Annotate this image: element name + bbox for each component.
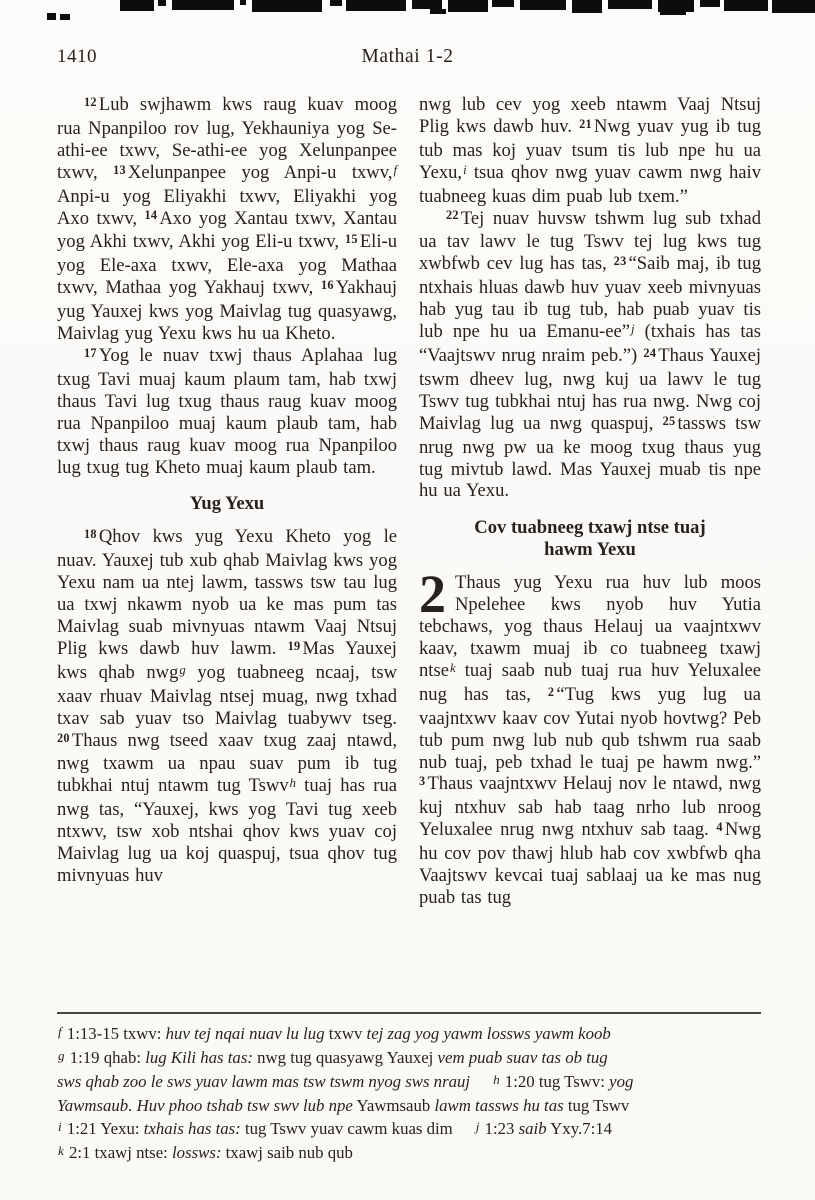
verse-number: 4	[716, 820, 723, 835]
italic-text: huv tej nqai nuav lu lug	[165, 1024, 325, 1043]
body-text: txwv	[324, 1024, 367, 1043]
verse-number: 17	[84, 345, 97, 360]
body-text: Axo yog Xantau txwv, Xantau yog Akhi txwv, Akhi yog Eli-u txwv,	[57, 207, 397, 253]
verse-number: 18	[84, 527, 97, 542]
footnote-line	[57, 1070, 761, 1094]
text-column-left	[57, 94, 397, 887]
italic-text: sws qhab zoo le sws yuav lawm mas tsw tswm nyog sws nrauj	[57, 1072, 471, 1091]
verse-number: 13	[113, 162, 126, 177]
verse-number: 15	[344, 232, 358, 247]
body-text: 1:19 qhab:	[65, 1048, 146, 1067]
chapter-number: 2	[419, 564, 446, 625]
body-text: Yakhauj yug Yauxej kws yog Maivlag tug quasyawg, Maivlag yug Yexu kws hu ua Kheto.	[57, 277, 397, 345]
body-text: tsua qhov nwg yuav cawm nwg haiv tuabneeg kuas dim puab lub txem.”	[419, 161, 761, 207]
verse-number: 3	[419, 774, 426, 789]
body-text: Thaus Yauxej tswm dheev lug, nwg kuj ua lawv le tug Tswv tug tubkhai ntuj has rua nwg. Nwg coj Maivlag lug ua nwg quaspuj,	[419, 344, 761, 434]
body-text: tuaj has rua nwg tas, “Yauxej, kws yog Tavi tug xeeb ntxwv, tsw xob ntshai qhov kws yuav coj Maivlag lug ua koj quaspuj, tsua qhov tug mivnyuas huv	[57, 775, 397, 886]
body-text: 1:23	[480, 1119, 519, 1138]
verse-number: 22	[446, 208, 459, 223]
body-text: tug Tswv	[563, 1096, 630, 1115]
body-text: tuaj saab nub tuaj rua huv Yeluxalee nug has tas,	[419, 659, 761, 705]
verse-number: 24	[643, 345, 657, 360]
footnote-line	[57, 1022, 761, 1046]
footnote-lines	[57, 1014, 761, 1165]
text-column-right	[419, 94, 761, 909]
footnotes-section	[57, 1012, 761, 1165]
body-text: 1:13-15 txwv:	[62, 1024, 166, 1043]
body-text: 1:20 tug Tswv:	[500, 1072, 610, 1091]
body-text: 1:21 Yexu:	[62, 1119, 144, 1138]
body-text: Nwg yuav yug ib tug tub mas koj yuav tsum tis lub npe hu ua Yexu,	[419, 115, 761, 183]
body-text: nwg lub cev yog xeeb ntawm Vaaj Ntsuj Plig kws dawb huv.	[419, 94, 761, 137]
body-text: Tej nuav huvsw tshwm lug sub txhad ua tav lawv le tug Tswv tej lug kws tug xwbfwb cev lug has tas,	[419, 207, 761, 275]
italic-text: vem puab suav tas ob tug	[437, 1048, 608, 1067]
italic-text: lug Kili has tas:	[145, 1048, 253, 1067]
footnote-line	[57, 1046, 761, 1070]
italic-text: tej zag yog yawm lossws yawm koob	[366, 1024, 611, 1043]
footnote-marker: i	[463, 162, 467, 177]
body-text: Yxy.7:14	[546, 1119, 613, 1138]
footnote-marker: j	[475, 1119, 480, 1135]
section-heading	[57, 493, 397, 515]
body-text: tassws tsw nrug nwg pw ua ke moog txug thaus yug tug mivtub lawd. Mas Yauxej muab tis npe hu ua Yexu.	[419, 412, 761, 502]
footnote-line	[57, 1117, 761, 1141]
section-heading-line: hawm Yexu	[544, 539, 636, 561]
verse-number: 19	[287, 638, 301, 653]
verse-paragraph	[57, 94, 397, 345]
verse-number: 2	[547, 684, 555, 699]
body-text: Lub swjhawm kws raug kuav moog rua Npanpiloo rov lug, Yekhauniya yog Se-athi-ee txwv, Se-athi-ee yog Xelunpanpee txwv,	[57, 94, 397, 183]
footnote-marker: g	[179, 662, 186, 677]
page-number: 1410	[57, 46, 97, 67]
italic-text: saib	[518, 1119, 547, 1138]
footnote-marker: k	[58, 1143, 64, 1159]
footnote-marker: k	[449, 660, 456, 675]
body-text: Thaus yug Yexu rua huv lub moos Npelehee kws nyob huv Yutia tebchaws, yog thaus Helauj ua vaajntxwv kaav, txawm muaj ib co tuabneeg txawj ntse	[419, 572, 761, 681]
body-text: Thaus nwg tseed xaav txug zaaj ntawd, nwg txawm ua npau suav pum ib tug tubkhai ntuj ntawm tug Tswv	[57, 729, 397, 797]
section-heading-line: Yug Yexu	[189, 493, 265, 515]
verse-number: 20	[57, 730, 70, 745]
footnote-line	[57, 1141, 761, 1165]
italic-text: lawm tassws hu tas	[434, 1096, 564, 1115]
italic-text: Yawmsaub. Huv phoo tshab tsw swv lub npe	[57, 1096, 353, 1115]
body-text: Eli-u yog Ele-axa txwv, Ele-axa yog Mathaa txwv, Mathaa yog Yakhauj txwv,	[57, 231, 397, 299]
body-text: “Saib maj, ib tug ntxhais hluas dawb huv yuav xeeb mivnyuas hab yug tau ib tug tub, hab puab yuav tis lub npe hu ua Emanu-ee”	[419, 253, 761, 343]
body-text: yog tuabneeg ncaaj, tsw xaav rhuav Maivlag ntsej muag, nwg txhad txav sab yuav tso Maivlag tuabywv tseg.	[57, 661, 398, 729]
body-text: (txhais has tas “Vaajtswv nrug nraim peb.”)	[419, 321, 761, 366]
verse-paragraph	[57, 345, 397, 478]
footnote-line	[57, 1094, 761, 1117]
section-heading-line: Cov tuabneeg txawj ntse tuaj	[474, 517, 706, 539]
verse-paragraph	[419, 208, 761, 503]
verse-number: 12	[84, 94, 97, 109]
body-text: 2:1 txawj ntse:	[64, 1143, 173, 1162]
verse-paragraph	[57, 526, 397, 887]
running-head: Mathai 1-2	[361, 46, 454, 67]
footnote-marker: h	[493, 1072, 500, 1088]
section-heading	[419, 517, 761, 561]
body-text: Thaus vaajntxwv Helauj nov le ntawd, nwg kuj ntxhuv sab hab taag nrho lub nroog Yeluxalee nrug nwg ntxhuv sab taag.	[419, 773, 761, 841]
footnote-marker: j	[630, 321, 635, 336]
footnote-marker: i	[58, 1119, 62, 1135]
body-text: Yog le nuav txwj thaus Aplahaa lug txug Tavi muaj kaum plaum tam, hab txwj thaus Tavi lug txug thaus raug kuav moog rua Npanpiloo muaj kaum plaub tam, hab txwj thaus raug kuav moog rua Npanpiloo lug txug tug Kheto muaj kaum plaub tam.	[57, 344, 397, 478]
footnote-marker: f	[58, 1024, 62, 1040]
body-text: “Tug kws yug lug ua vaajntxwv kaav cov Yutai nyob hovtwg? Peb tub pum nwg lub nub qub tshwm rua saab nub tuaj, peb txhad le tuaj pe hawm nwg.”	[419, 683, 761, 773]
body-text: Mas Yauxej kws qhab nwg	[57, 637, 397, 683]
body-text: Qhov kws yug Yexu Kheto yog le nuav. Yauxej tub xub qhab Maivlag kws yog Yexu nam ua ntej lawm, tassws tsw tau lug ua txwj nkawm nyob ua ke mas pum tas Maivlag suab mivnyuas ntawm Vaaj Ntsuj Plig kws dawb huv lawm.	[57, 526, 397, 659]
body-text: Yawmsaub	[352, 1096, 435, 1115]
verse-number: 25	[662, 413, 676, 428]
verse-paragraph	[419, 564, 761, 909]
verse-number: 21	[579, 116, 592, 131]
footnote-marker: h	[289, 776, 296, 791]
italic-text: lossws:	[172, 1143, 222, 1162]
verse-number: 16	[320, 278, 334, 293]
footnote-marker: f	[393, 162, 397, 177]
body-text: tug Tswv yuav cawm kuas dim	[240, 1119, 453, 1138]
italic-text: yog	[609, 1072, 634, 1091]
body-text: nwg tug quasyawg Yauxej	[252, 1048, 438, 1067]
body-text: Xelunpanpee yog Anpi-u txwv,	[127, 161, 393, 183]
body-text: Nwg hu cov pov thawj hlub hab cov xwbfwb qha Vaajtswv kevcai tuaj sablaaj ua ke mas nug puab tas tug	[419, 819, 761, 908]
verse-number: 14	[144, 208, 158, 223]
body-text: Anpi-u yog Eliyakhi txwv, Eliyakhi yog Axo txwv,	[57, 185, 397, 229]
verse-paragraph	[419, 94, 761, 208]
footnote-marker: g	[58, 1048, 65, 1064]
italic-text: txhais has tas:	[143, 1119, 241, 1138]
verse-number: 23	[613, 254, 627, 269]
body-text: txawj saib nub qub	[221, 1143, 353, 1162]
